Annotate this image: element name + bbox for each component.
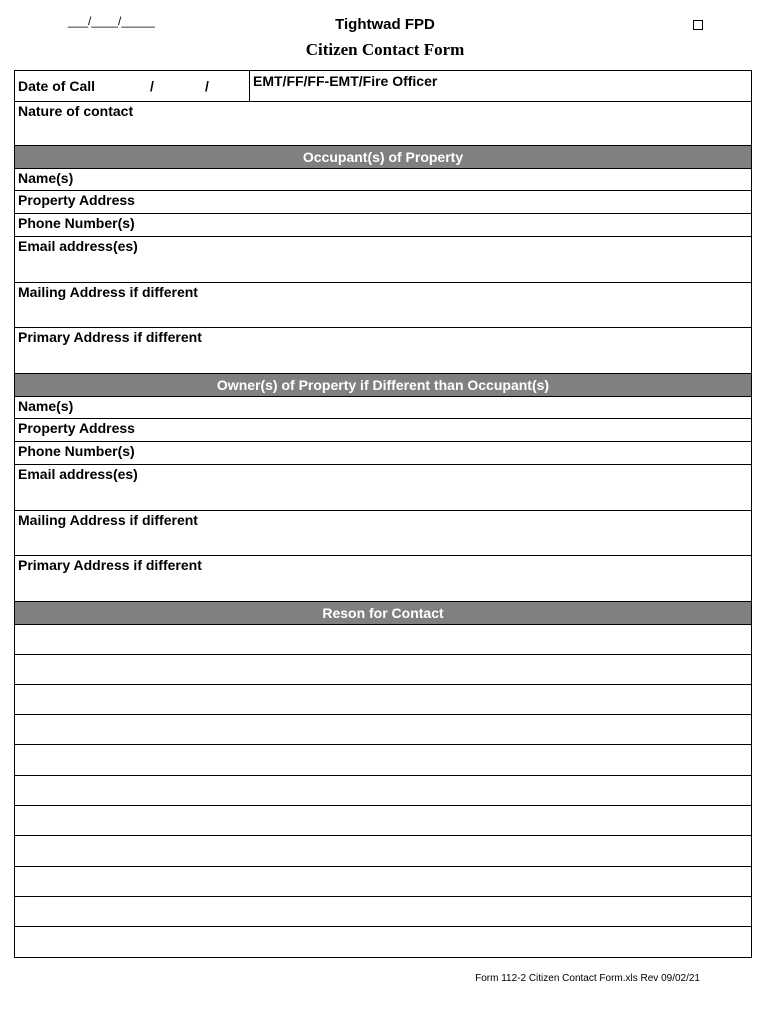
date-slash-1: / — [150, 78, 154, 94]
occupant-mailing-address-label: Mailing Address if different — [18, 284, 198, 300]
owner-primary-address-row[interactable] — [14, 556, 752, 602]
occupant-names-label: Name(s) — [18, 170, 74, 186]
date-slash-2: / — [205, 78, 209, 94]
occupant-mailing-address-row[interactable] — [14, 283, 752, 328]
divider — [249, 71, 250, 101]
reason-line[interactable] — [14, 897, 752, 927]
reason-line[interactable] — [14, 836, 752, 867]
occupants-section-header: Occupant(s) of Property — [14, 146, 752, 168]
owner-mailing-address-row[interactable] — [14, 511, 752, 556]
owner-property-address-label: Property Address — [18, 420, 135, 436]
responder-label: EMT/FF/FF-EMT/Fire Officer — [253, 73, 438, 89]
owner-names-row[interactable] — [14, 396, 752, 419]
occupant-phone-label: Phone Number(s) — [18, 215, 135, 231]
occupant-primary-address-label: Primary Address if different — [18, 329, 202, 345]
owners-section-header: Owner(s) of Property if Different than Occupant(s) — [14, 374, 752, 396]
date-of-call-label: Date of Call — [18, 78, 96, 94]
reason-line[interactable] — [14, 806, 752, 836]
reason-line[interactable] — [14, 655, 752, 685]
reason-line[interactable] — [14, 745, 752, 776]
nature-of-contact-row[interactable] — [14, 102, 752, 146]
occupant-primary-address-row[interactable] — [14, 328, 752, 374]
owner-email-label: Email address(es) — [18, 466, 138, 482]
owner-phone-row[interactable] — [14, 442, 752, 465]
reason-line[interactable] — [14, 624, 752, 655]
occupant-property-address-row[interactable] — [14, 191, 752, 214]
reason-line[interactable] — [14, 927, 752, 958]
date-blank[interactable]: ___/____/_____ — [68, 14, 155, 28]
owner-phone-label: Phone Number(s) — [18, 443, 135, 459]
reason-line[interactable] — [14, 867, 752, 897]
reason-line[interactable] — [14, 715, 752, 745]
form-footer: Form 112-2 Citizen Contact Form.xls Rev 09/02/21 — [475, 973, 700, 984]
occupant-email-label: Email address(es) — [18, 238, 138, 254]
occupant-email-row[interactable] — [14, 237, 752, 283]
occupant-phone-row[interactable] — [14, 214, 752, 237]
reason-section-header: Reson for Contact — [14, 602, 752, 624]
reason-line[interactable] — [14, 685, 752, 715]
form-title: Citizen Contact Form — [305, 40, 465, 59]
owner-email-row[interactable] — [14, 465, 752, 511]
date-of-call-row — [14, 70, 752, 102]
owner-mailing-address-label: Mailing Address if different — [18, 512, 198, 528]
owner-names-label: Name(s) — [18, 398, 74, 414]
occupant-names-row[interactable] — [14, 168, 752, 191]
checkbox[interactable] — [693, 20, 703, 30]
reason-line[interactable] — [14, 776, 752, 806]
owner-primary-address-label: Primary Address if different — [18, 557, 202, 573]
occupant-property-address-label: Property Address — [18, 192, 135, 208]
org-name: Tightwad FPD — [335, 16, 435, 33]
nature-of-contact-label: Nature of contact — [18, 103, 134, 119]
owner-property-address-row[interactable] — [14, 419, 752, 442]
